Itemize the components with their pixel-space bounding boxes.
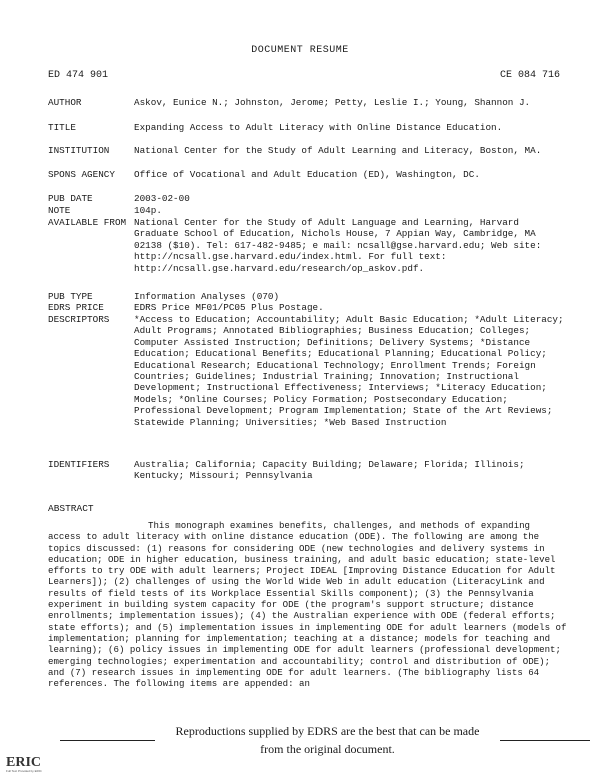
abstract-text: This monograph examines benefits, challenges, and methods of expanding access to adult literacy with online distance education (ODE). The following are among the topics discussed: (1) reasons for considering ODE (new technologies and delivery systems in education; ODE in higher education, business training, and adult basic education; state-level efforts to try ODE with adult learners; Project IDEAL [Improving Distance Education for Adult Learners]); (2) challenges of using the World Wide Web in adult education (LiteracyLink and results of field tests of its Workplace Essential Skills component); (3) the Pennsylvania experiment in building system capacity for ODE (the program's support structure; distance enrollments; implementation issues); (4) the Australian experience with ODE (federal efforts; state efforts); and (5) implementation issues in implementing ODE for adult learners (models of implementation; planning for implementation; teaching at a distance; models for teaching and learning); (6) policy issues in implementing ODE for adult learners (professional development; emerging technologies; experimentation and accountability; control and distribution of ODE); and (7) research issues in implementing ODE for adult learners. (The bibliography lists 64 references. The following items are appended: an (48, 520, 567, 690)
field-value: National Center for the Study of Adult Language and Learning, Harvard Graduate School of Education, Nichols House, 7 Appian Way, Cambridge, MA 02138 ($10). Tel: 617-482-9485; e mail: ncsall@gse.harvard.edu; Web site: http://ncsall.gse.harvard.edu/index.html. For full text: http://ncsall.gse.harvard.edu/research/op_askov.pdf. (134, 217, 542, 274)
notice-line-1: Reproductions supplied by EDRS are the best that can be made (175, 724, 480, 738)
field-value: 2003-02-00 (134, 193, 190, 204)
field-label: PUB TYPE (48, 291, 93, 302)
field-label: SPONS AGENCY (48, 169, 115, 180)
field-institution (48, 145, 568, 156)
field-label: AUTHOR (48, 97, 82, 108)
field-spons-agency (48, 169, 568, 180)
reproduction-notice (60, 722, 590, 766)
field-label: IDENTIFIERS (48, 459, 110, 470)
document-title: DOCUMENT RESUME (251, 45, 349, 56)
field-label: EDRS PRICE (48, 302, 104, 313)
ce-number: CE 084 716 (500, 70, 561, 81)
field-label: NOTE (48, 205, 71, 216)
field-label: PUB DATE (48, 193, 93, 204)
eric-logo-text: ERIC (6, 755, 42, 770)
field-note (48, 205, 568, 216)
field-value: EDRS Price MF01/PC05 Plus Postage. (134, 302, 324, 313)
field-value: Office of Vocational and Adult Education (ED), Washington, DC. (134, 169, 480, 180)
field-available-from (48, 217, 568, 274)
field-label: DESCRIPTORS (48, 314, 110, 325)
field-value: National Center for the Study of Adult Learning and Literacy, Boston, MA. (134, 145, 542, 156)
ed-number: ED 474 901 (48, 70, 109, 81)
abstract-label: ABSTRACT (48, 503, 94, 514)
field-value: Information Analyses (070) (134, 291, 280, 302)
field-pub-type (48, 291, 568, 302)
field-descriptors (48, 314, 568, 428)
field-value: *Access to Education; Accountability; Adult Basic Education; *Adult Literacy; Adult Programs; Annotated Bibliographies; Business Education; Colleges; Computer Assisted Instruction; Definitions; Delivery Systems; *Distance Education; Educational Benefits; Educational Planning; Educational Policy; Educational Research; Educational Technology; Enrollment Trends; Foreign Countries; Guidelines; Industrial Training; Innovation; Instructional Development; Instructional Effectiveness; Interviews; *Literacy Education; Models; *Online Courses; Policy Formation; Postsecondary Education; Professional Development; Program Implementation; State of the Art Reviews; Statewide Planning; Universities; *Web Based Instruction (134, 314, 564, 428)
field-label: INSTITUTION (48, 145, 110, 156)
field-value: Askov, Eunice N.; Johnston, Jerome; Petty, Leslie I.; Young, Shannon J. (134, 97, 531, 108)
field-label: AVAILABLE FROM (48, 217, 127, 228)
eric-logo (4, 752, 50, 774)
field-edrs-price (48, 302, 568, 313)
eric-logo-sub: Full Text Provided by ERIC (6, 769, 42, 773)
notice-box (155, 722, 500, 762)
notice-line-2: from the original document. (260, 742, 395, 756)
field-value: Expanding Access to Adult Literacy with Online Distance Education. (134, 122, 503, 133)
field-identifiers (48, 459, 568, 482)
field-label: TITLE (48, 122, 76, 133)
field-value: 104p. (134, 205, 162, 216)
field-pub-date (48, 193, 568, 204)
field-value: Australia; California; Capacity Building; Delaware; Florida; Illinois; Kentucky; Missouri; Pennsylvania (134, 459, 525, 482)
field-title (48, 122, 568, 133)
field-author (48, 97, 568, 108)
